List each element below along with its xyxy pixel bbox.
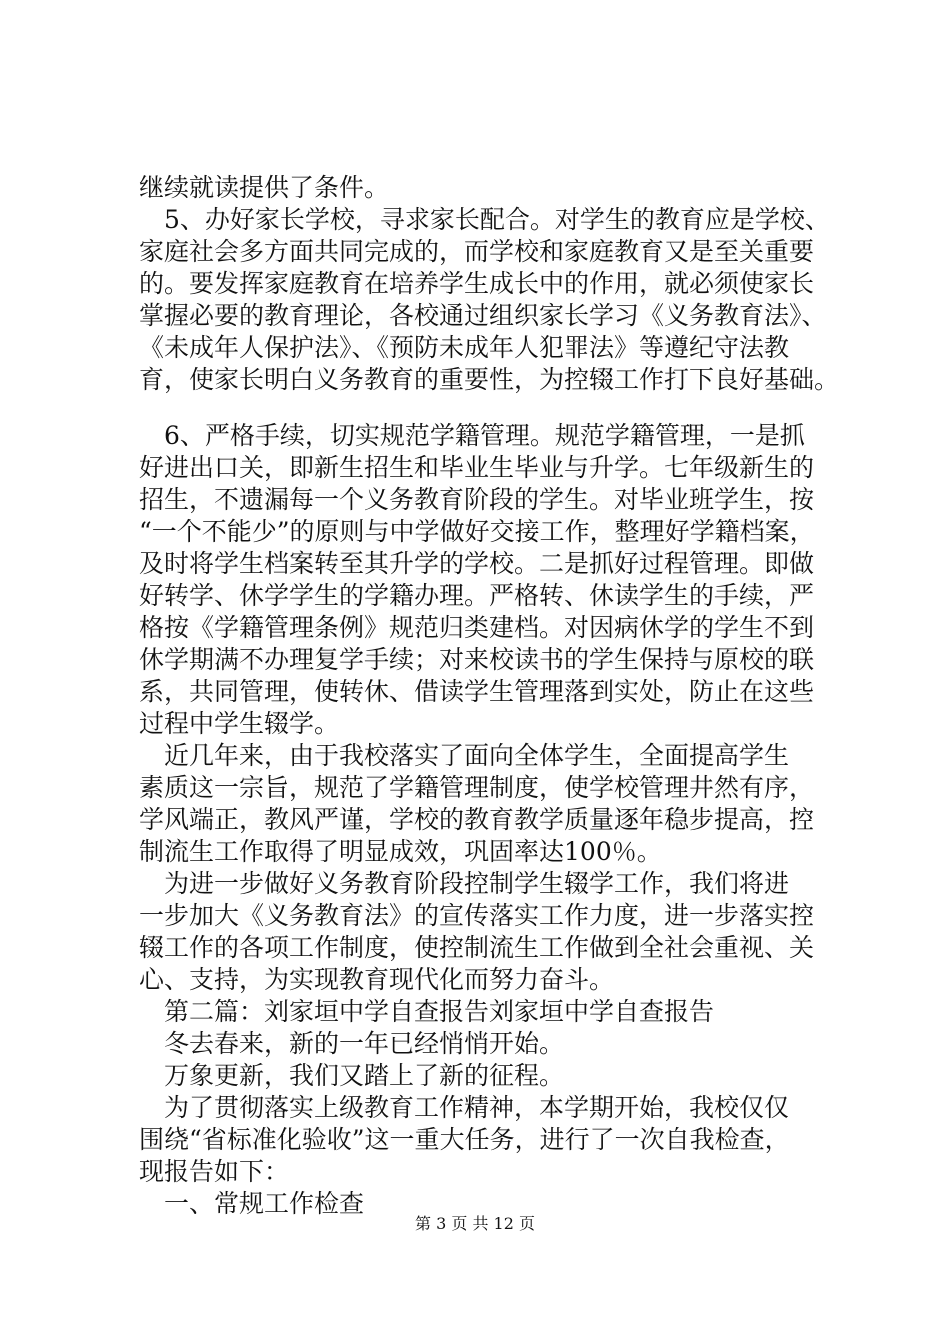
text-line: 万象更新，我们又踏上了新的征程。	[139, 1061, 565, 1090]
text-line: 冬去春来，新的一年已经悄悄开始。	[139, 1029, 565, 1058]
text-line: 一、常规工作检查	[139, 1189, 365, 1218]
text-line: 为了贯彻落实上级教育工作精神，本学期开始，我校仅仅	[139, 1093, 790, 1122]
text-line: 现报告如下：	[139, 1157, 290, 1186]
text-line: 近几年来，由于我校落实了面向全体学生，全面提高学生	[139, 741, 790, 770]
text-line: 为进一步做好义务教育阶段控制学生辍学工作，我们将进	[139, 869, 790, 898]
text-line: 掌握必要的教育理论，各校通过组织家长学习《义务教育法》、	[139, 301, 827, 330]
text-line: 的。要发挥家庭教育在培养学生成长中的作用，就必须使家长	[139, 269, 815, 298]
text-line: 育，使家长明白义务教育的重要性，为控辍工作打下良好基础。	[139, 365, 840, 394]
text-line: 学风端正，教风严谨，学校的教育教学质量逐年稳步提高，控	[139, 805, 815, 834]
text-line: 一步加大《义务教育法》的宣传落实工作力度，进一步落实控	[139, 901, 815, 930]
text-line: 素质这一宗旨，规范了学籍管理制度，使学校管理井然有序，	[139, 773, 815, 802]
text-line: 过程中学生辍学。	[139, 709, 340, 738]
text-line: 好进出口关，即新生招生和毕业生毕业与升学。七年级新生的	[139, 453, 815, 482]
text-line: 围绕“省标准化验收”这一重大任务，进行了一次自我检查，	[139, 1125, 790, 1154]
text-line: 家庭社会多方面共同完成的，而学校和家庭教育又是至关重要	[139, 237, 815, 266]
text-line: 休学期满不办理复学手续；对来校读书的学生保持与原校的联	[139, 645, 815, 674]
text-line: 系，共同管理，使转休、借读学生管理落到实处，防止在这些	[139, 677, 815, 706]
text-line: 6、严格手续，切实规范学籍管理。规范学籍管理，一是抓	[139, 421, 805, 450]
text-line: “一个不能少”的原则与中学做好交接工作，整理好学籍档案，	[139, 517, 815, 546]
text-line: 辍工作的各项工作制度，使控制流生工作做到全社会重视、关	[139, 933, 815, 962]
text-line: 《未成年人保护法》、《预防未成年人犯罪法》等遵纪守法教	[139, 333, 790, 362]
text-line: 继续就读提供了条件。	[139, 173, 390, 202]
page-number-footer: 第 3 页 共 12 页	[415, 1214, 535, 1233]
text-line: 5、办好家长学校，寻求家长配合。对学生的教育应是学校、	[139, 205, 830, 234]
section-heading: 第二篇：刘家垣中学自查报告刘家垣中学自查报告	[139, 997, 715, 1026]
text-line: 及时将学生档案转至其升学的学校。二是抓好过程管理。即做	[139, 549, 815, 578]
text-line: 好转学、休学学生的学籍办理。严格转、休读学生的手续，严	[139, 581, 815, 610]
text-line: 招生，不遗漏每一个义务教育阶段的学生。对毕业班学生，按	[139, 485, 815, 514]
text-line: 格按《学籍管理条例》规范归类建档。对因病休学的学生不到	[139, 613, 815, 642]
text-line: 制流生工作取得了明显成效，巩固率达100％。	[139, 837, 662, 866]
text-line: 心、支持，为实现教育现代化而努力奋斗。	[139, 965, 615, 994]
